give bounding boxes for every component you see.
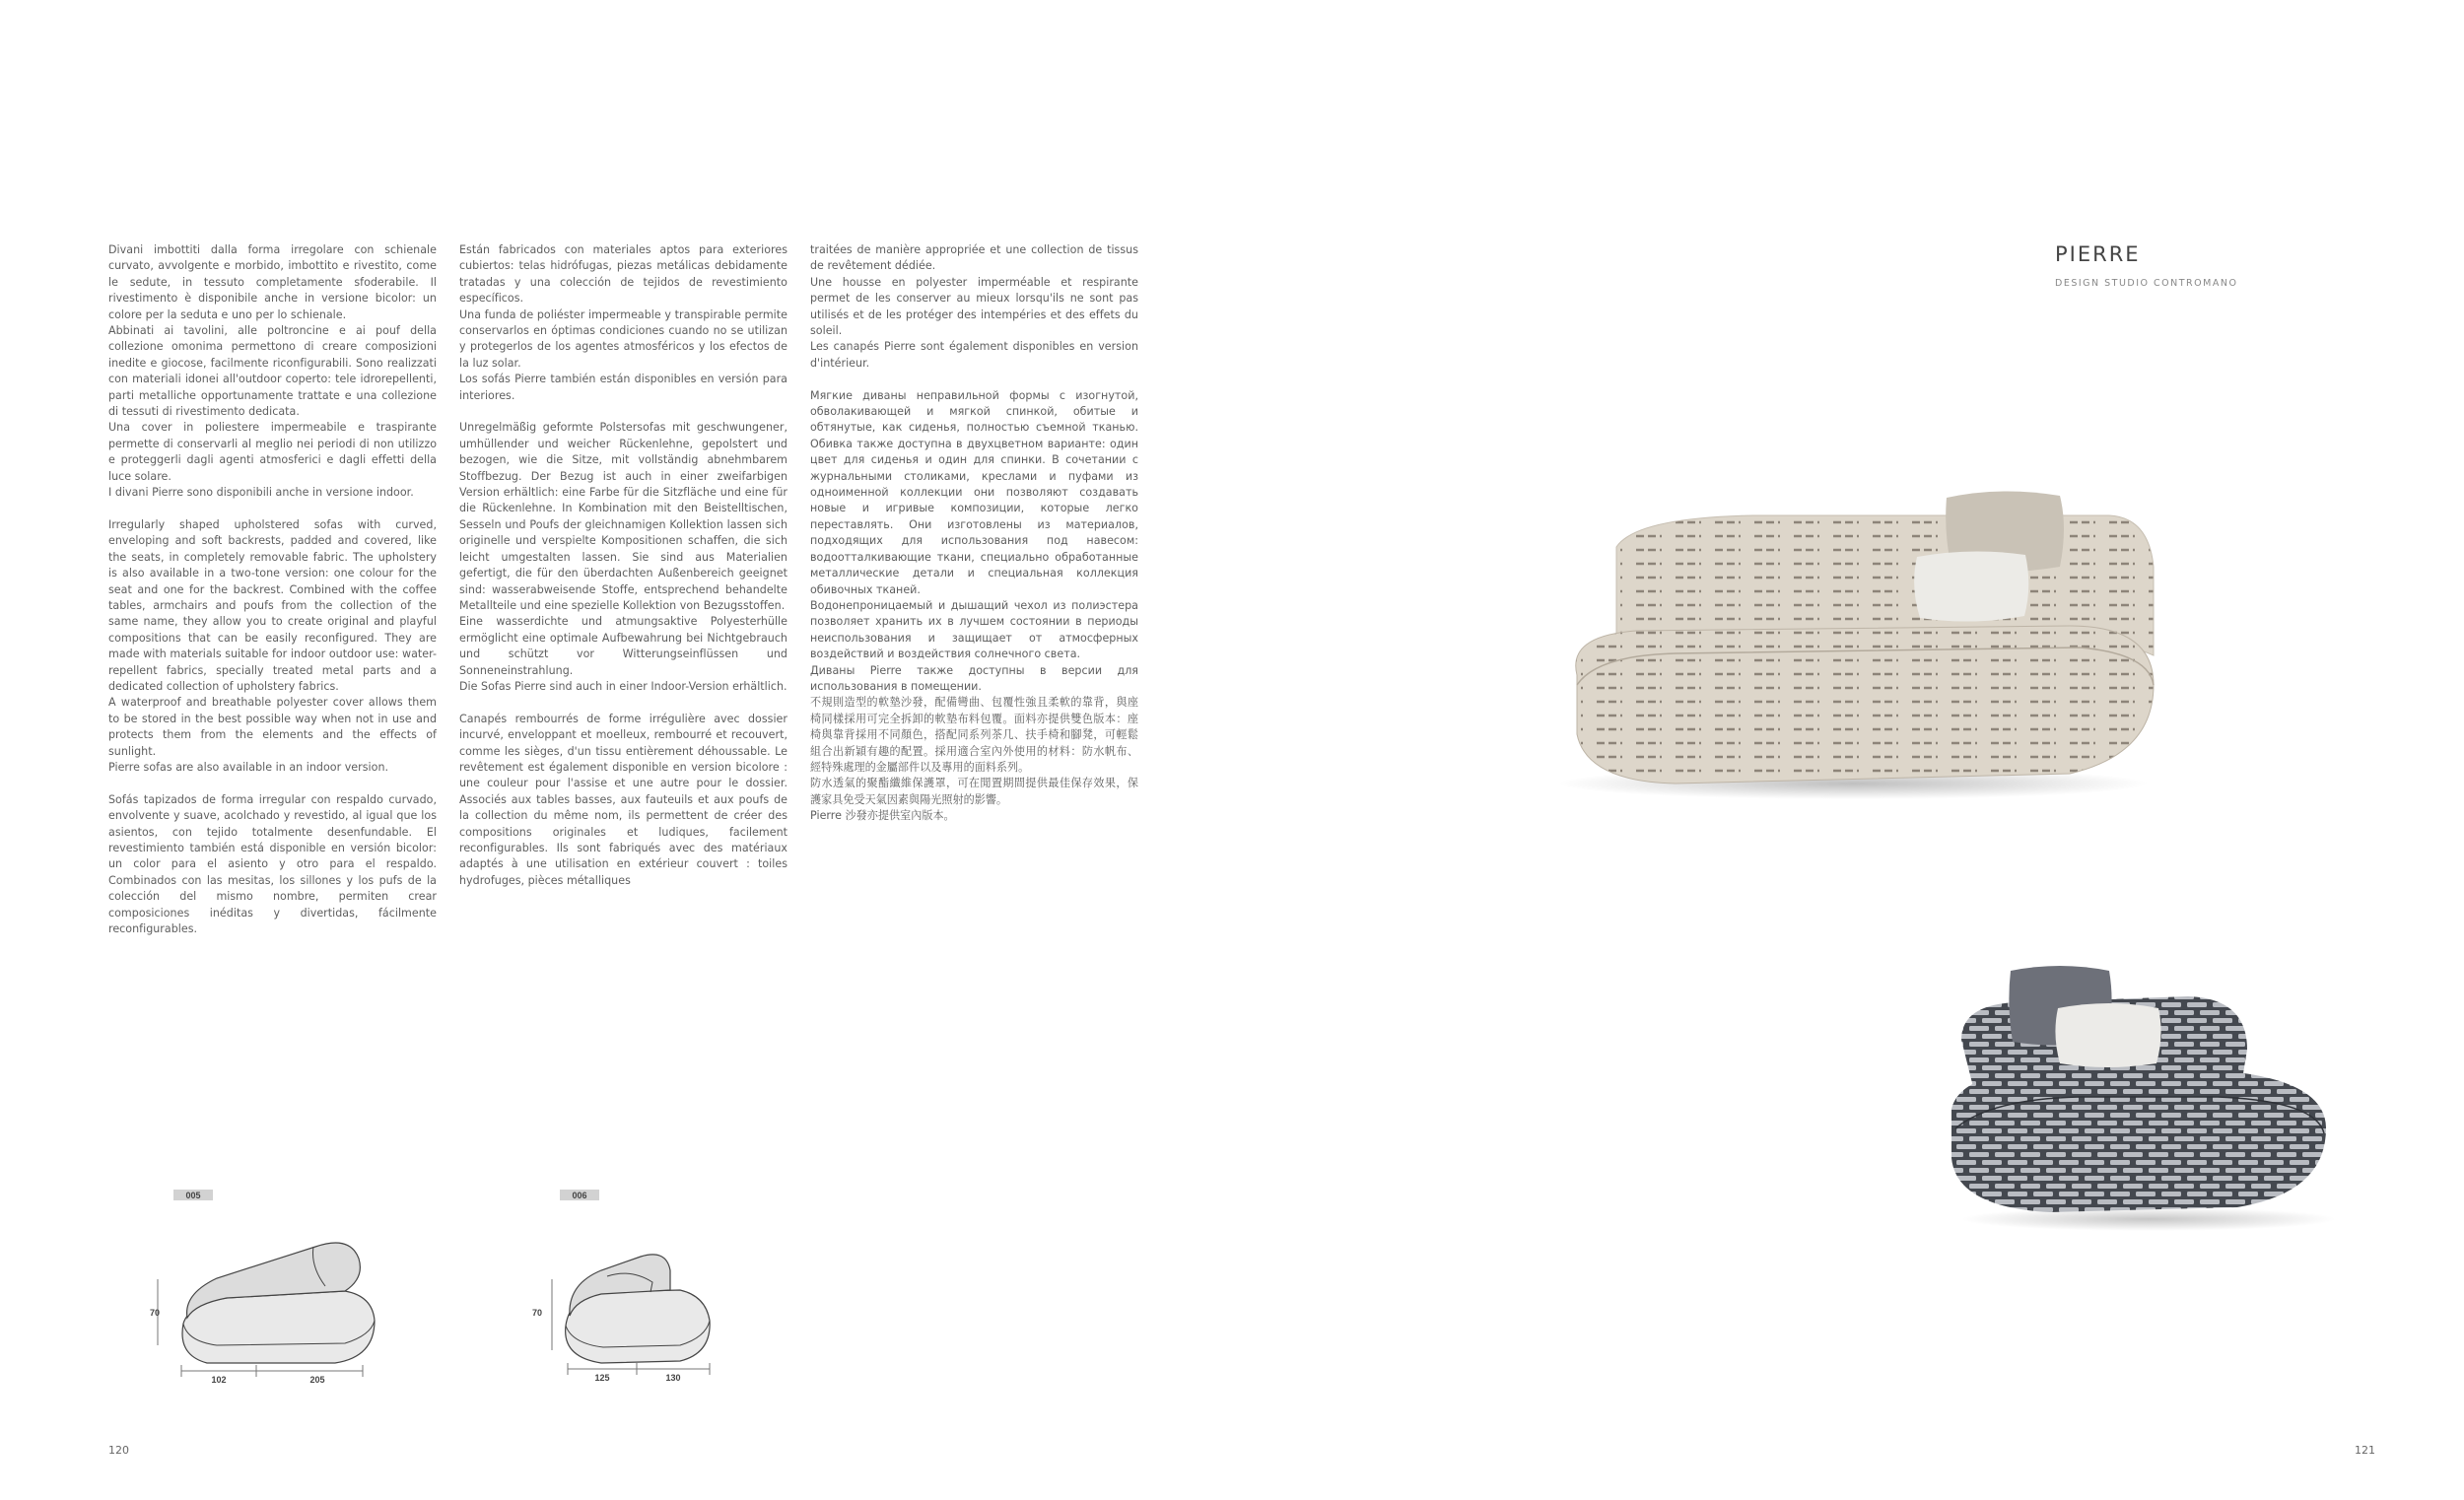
text-column-2: [459, 242, 787, 889]
text-column-1: [108, 242, 437, 937]
depth-dimension: 102: [211, 1375, 227, 1385]
diagram-tag: 006: [572, 1191, 587, 1200]
armchair-photo: [1942, 961, 2356, 1241]
paragraph-german: Unregelmäßig geformte Polstersofas mit geschwungener, umhüllender und weicher Rückenlehne, gepolstert und bezogen, wie die Sitze, mit vollständig abnehmbarem Stoffbezug. Der Bezug ist auch in einer zweifarbigen Version erhältlich: eine Farbe für die Sitzfläche und eine für die Rückenlehne. In Kombination mit den Beistelltischen, Sesseln und Poufs der gleichnamigen Kollektion lassen sich originelle und verspielte Kompositionen schaffen, die sich leicht umgestalten lassen. Sie sind aus Materialien gefertigt, die für den überdachten Außenbereich geeignet sind: wasserabweisende Stoffe, entsprechend behandelte Metallteile und eine spezielle Kollektion von Bezugsstoffen. Eine wasserdichte und atmungsaktive Polyesterhülle ermöglicht eine optimale Aufbewahrung bei Nichtgebrauch und schützt vor Witterungseinflüssen und Sonneneinstrahlung. Die Sofas Pierre sind auch in einer Indoor-Version erhältlich.: [459, 421, 787, 693]
diagram-armchair-006: [532, 1188, 729, 1385]
height-dimension: 70: [532, 1308, 543, 1318]
width-dimension: 130: [665, 1373, 681, 1383]
paragraph-french: Canapés rembourrés de forme irrégulière avec dossier incurvé, enveloppant et moelleux, rembourré et recouvert, comme les sièges, d'un tissu entièrement déhoussable. Le revêtement est également disponible en version bicolore : une couleur pour l'assise et une autre pour le dossier. Associés aux tables basses, aux fauteuils et aux poufs de la collection du même nom, ils permettent de créer des compositions originales et ludiques, facilement reconfigurables. Ils sont fabriqués avec des matériaux adaptés à une utilisation en extérieur couvert : toiles hydrofuges, pièces métalliques: [459, 712, 787, 887]
height-dimension: 70: [150, 1308, 161, 1318]
paragraph-italian: Divani imbottiti dalla forma irregolare con schienale curvato, avvolgente e morbido, imbottito e rivestito, come le sedute, in tessuto completamente sfoderabile. Il rivestimento è disponibile anche in versione bicolor: un colore per la seduta e uno per lo schienale. Abbinati ai tavolini, alle poltroncine e ai pouf della collezione omonima permettono di creare composizioni inedite e giocose, facilmente riconfigurabili. Sono realizzati con materiali idonei all'outdoor coperto: tele idrorepellenti, parti metalliche opportunamente trattate e una collezione di tessuti di rivestimento dedicata. Una cover in poliestere impermeabile e traspirante permette di conservarli al meglio nei periodi di non utilizzo e proteggerli dagli agenti atmosferici e dagli effetti della luce solare. I divani Pierre sono disponibili anche in versione indoor.: [108, 243, 437, 500]
paragraph-english: Irregularly shaped upholstered sofas with curved, enveloping and soft backrests, padded and covered, like the seats, in completely removable fabric. The upholstery is also available in a two-tone version: one colour for the seat and one for the backrest. Combined with the coffee tables, armchairs and poufs from the collection of the same name, they allow you to create original and playful compositions that can be easily reconfigured. They are made with materials suitable for indoor outdoor use: water-repellent fabrics, specially treated metal parts and a dedicated collection of upholstery fabrics. A waterproof and breathable polyester cover allows them to be stored in the best possible way when not in use and protects them from the elements and the effects of sunlight. Pierre sofas are also available in an indoor version.: [108, 517, 437, 774]
paragraph-russian-chinese: Мягкие диваны неправильной формы с изогнутой, обволакивающей и мягкой спинкой, обитые и обтянутые, как сиденья, полностью съемной тканью. Обивка также доступна в двухцветном варианте: один цвет для сиденья и один для спинки. В сочетании с журнальными столиками, креслами и пуфами из одноименной коллекции они позволяют создавать новые и игривые композиции, которые легко переставлять. Они изготовлены из материалов, подходящих для использования под навесом: водоотталкивающие ткани, специально обработанные металлические детали и специальная коллекция обивочных тканей. Водонепроницаемый и дышащий чехол из полиэстера позволяет хранить их в лучшем состоянии в периоды неиспользования и защищает от атмосферных воздействий и воздействия солнечного света. Диваны Pierre также доступны в версии для использования в помещении. 不規則造型的軟墊沙發，配備彎曲、包覆性強且柔軟的靠背，與座椅同樣採用可完全拆卸的軟墊布料包覆。面料亦提供雙色版本：座椅與靠背採用不同顏色，搭配同系列茶几、扶手椅和腳凳，可輕鬆組合出新穎有趣的配置。採用適合室內外使用的材料：防水帆布、經特殊處理的金屬部件以及專用的面料系列。 防水透氣的聚酯纖維保護罩，可在閒置期間提供最佳保存效果，保護家具免受天氣因素與陽光照射的影響。 Pierre 沙發亦提供室內版本。: [810, 388, 1138, 823]
page-number-right: 121: [2355, 1444, 2375, 1457]
product-title: PIERRE: [2055, 242, 2141, 266]
paragraph-french-cont: traitées de manière appropriée et une collection de tissus de revêtement dédiée. Une housse en polyester imperméable et respirante permet de les conserver au mieux lorsqu'ils ne sont pas utilisés et de les protéger des intempéries et des effets du soleil. Les canapés Pierre sont également disponibles en version d'intérieur.: [810, 243, 1138, 370]
page-number-left: 120: [108, 1444, 129, 1457]
diagram-sofa-005: [148, 1188, 394, 1385]
paragraph-spanish-cont: Están fabricados con materiales aptos para exteriores cubiertos: telas hidrófugas, piezas metálicas debidamente tratadas y una colección de tejidos de revestimiento específicos. Una funda de poliéster impermeable y transpirable permite conservarlos en óptimas condiciones cuando no se utilizan y protegerlos de los agentes atmosféricos y los efectos de la luz solar. Los sofás Pierre también están disponibles en versión para interiores.: [459, 243, 787, 402]
sofa-photo: [1557, 488, 2168, 807]
paragraph-spanish: Sofás tapizados de forma irregular con respaldo curvado, envolvente y suave, acolchado y revestido, al igual que los asientos, con tejido totalmente desenfundable. El revestimiento también está disponible en versión bicolor: un color para el asiento y otro para el respaldo. Combinados con las mesitas, los sillones y los pufs de la colección del mismo nombre, permiten crear composiciones inéditas y divertidas, fácilmente reconfigurables.: [108, 792, 437, 936]
diagram-tag: 005: [185, 1191, 201, 1200]
depth-dimension: 125: [594, 1373, 610, 1383]
designer-credit: DESIGN STUDIO CONTROMANO: [2055, 278, 2238, 289]
text-column-3: [810, 242, 1138, 825]
width-dimension: 205: [309, 1375, 325, 1385]
